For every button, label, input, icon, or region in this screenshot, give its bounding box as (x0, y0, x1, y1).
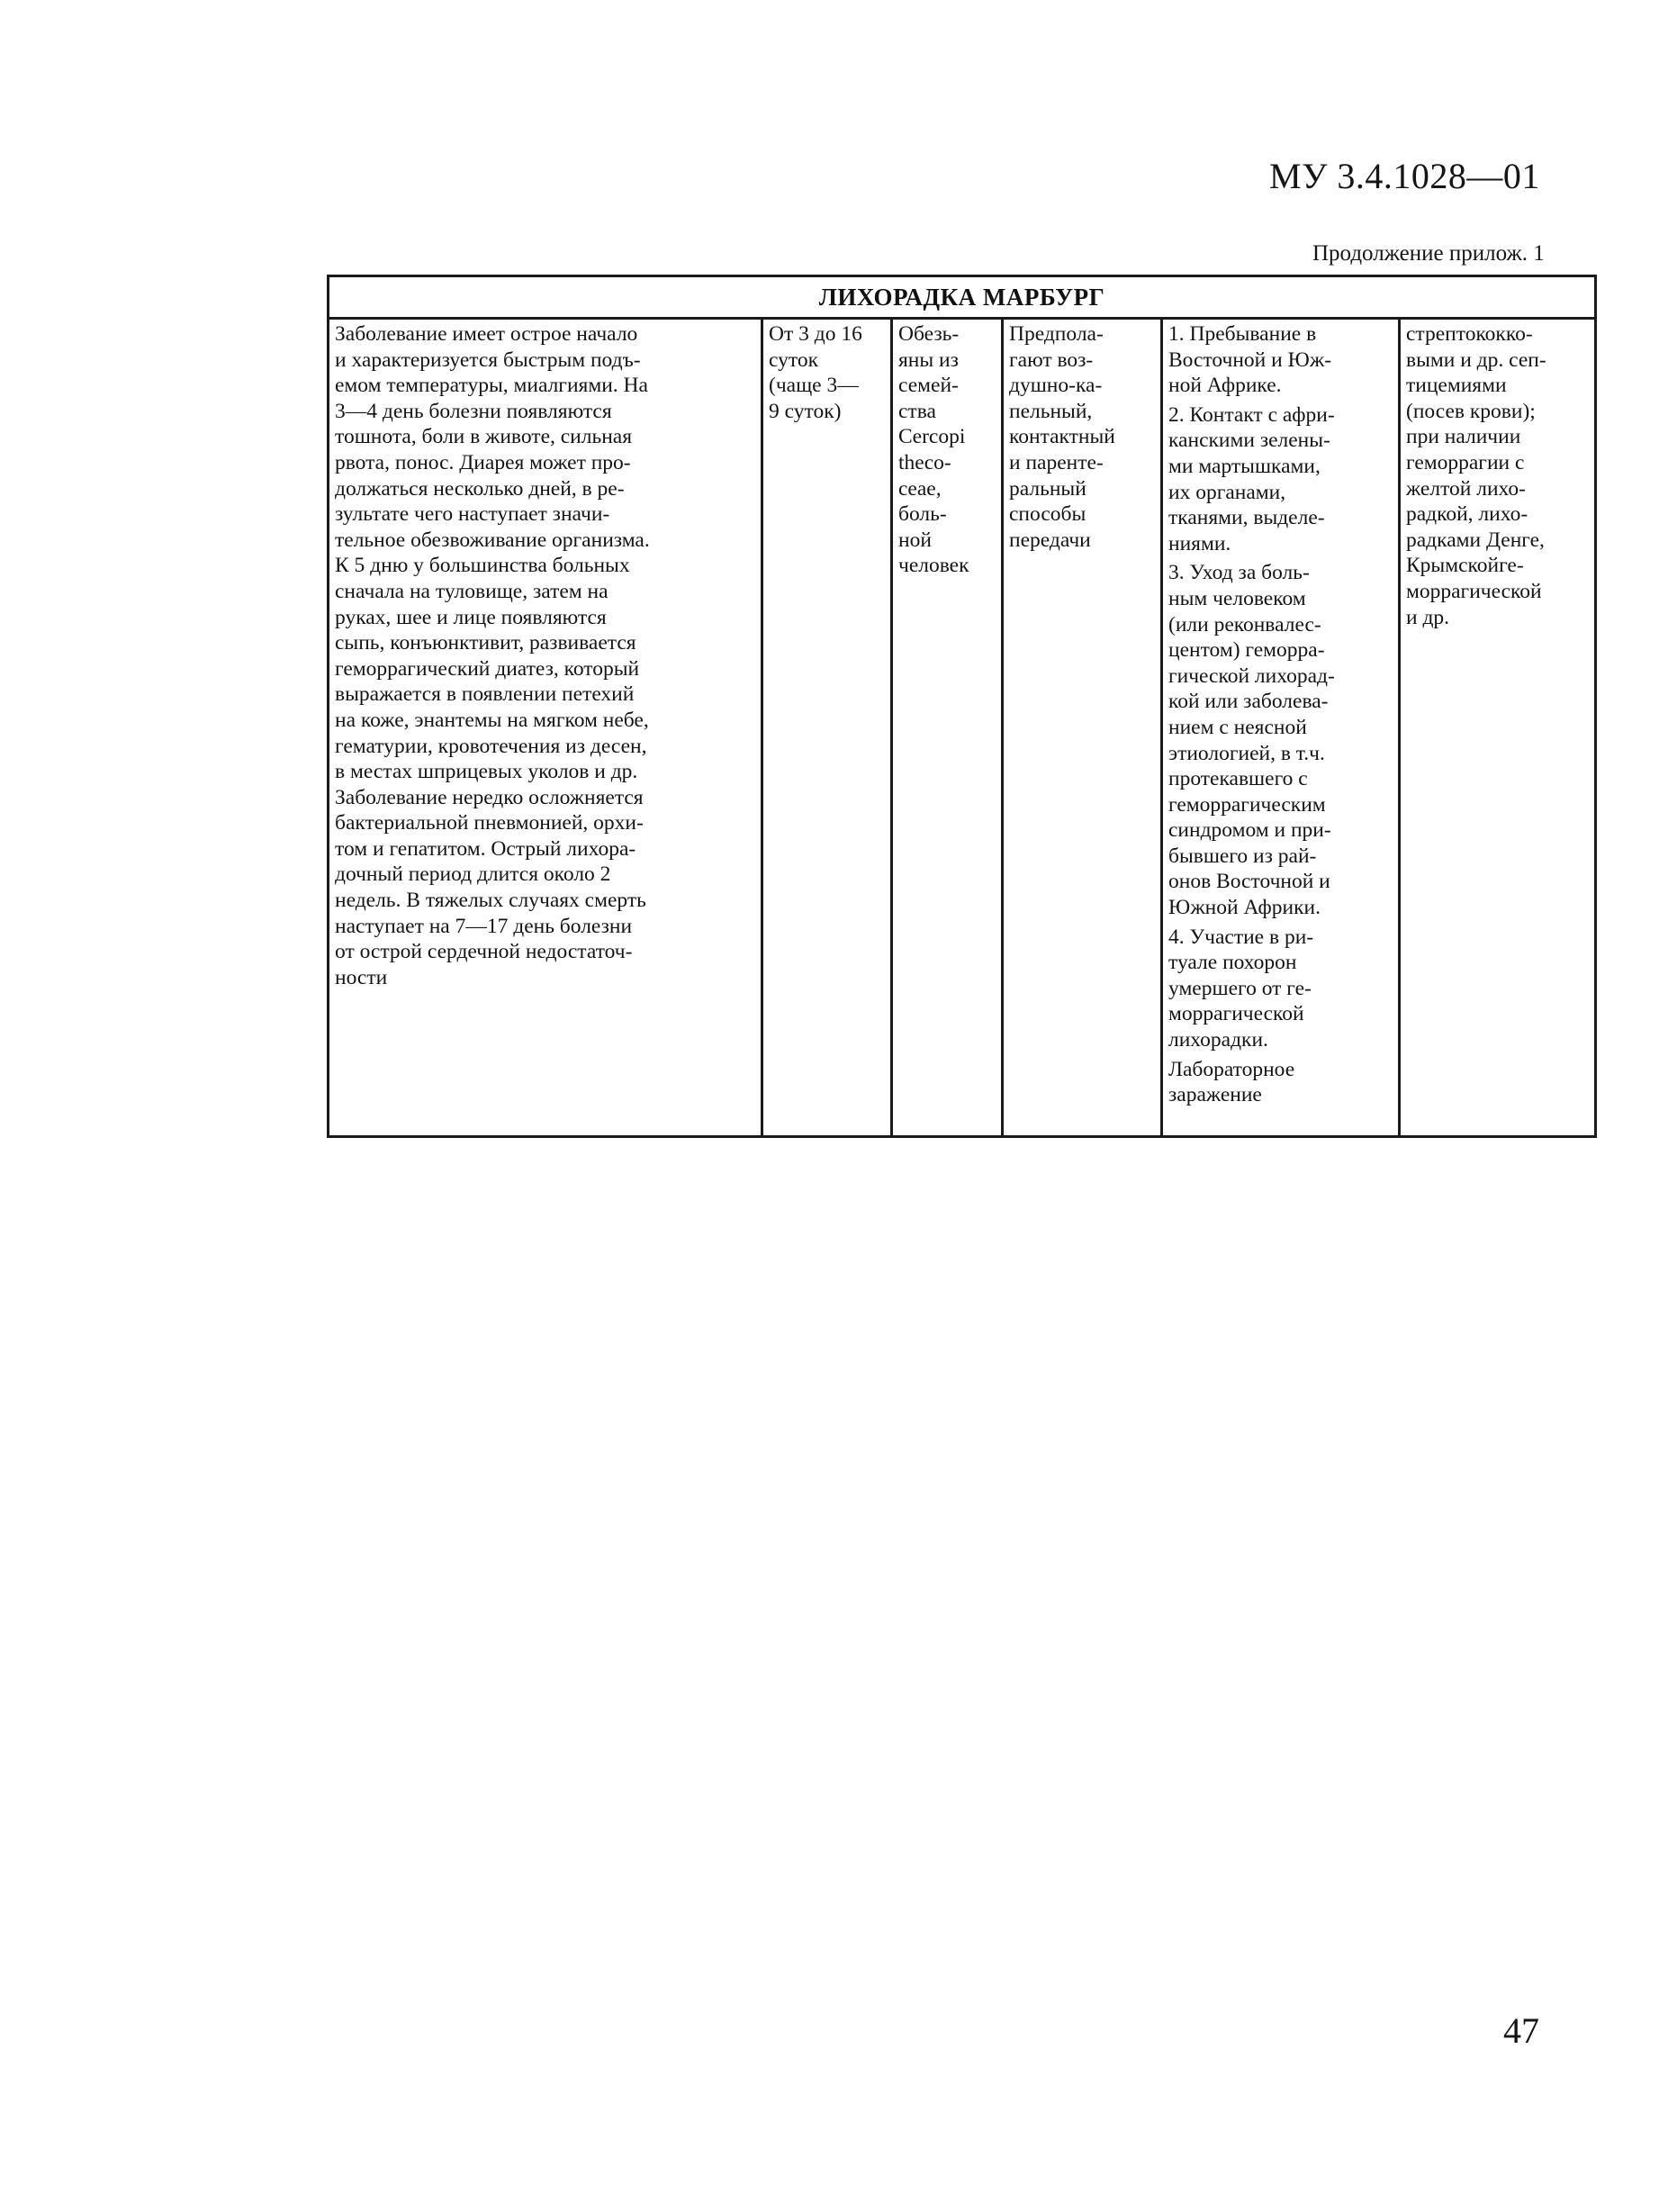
source-line: семей- (898, 374, 959, 398)
clinical-line: Заболевание имеет острое начало (335, 322, 638, 346)
infection-source-cell (890, 320, 1001, 1135)
risk-factor-line: центом) геморра- (1168, 638, 1325, 663)
risk-factor-line: лихорадки. (1168, 1028, 1268, 1052)
incubation-line: суток (769, 348, 818, 372)
clinical-line: ности (335, 965, 388, 989)
clinical-line: гематурии, кровотечения из десен, (335, 734, 647, 758)
risk-factor-line: геморрагическим (1168, 792, 1326, 817)
risk-factor-line: 1. Пребывание в (1168, 322, 1317, 346)
transmission-line: способы (1009, 502, 1086, 527)
clinical-line: и характеризуется быстрым подъ- (335, 348, 641, 372)
risk-factor-line: их органами, (1168, 480, 1286, 504)
risk-factor-line: гической лихорад- (1168, 664, 1335, 688)
clinical-line: руках, шее и лице появляются (335, 605, 607, 629)
risk-factor-line: моррагической (1168, 1002, 1304, 1026)
risk-factor-line: Южной Африки. (1168, 896, 1321, 920)
source-line: боль- (898, 502, 947, 527)
differential-line: радками Денге, (1406, 528, 1545, 552)
clinical-line: рвота, понос. Диарея может про- (335, 450, 631, 474)
risk-factor-line: этиологией, в т.ч. (1168, 741, 1325, 765)
clinical-line: дочный период длится около 2 (335, 862, 611, 887)
differential-line: стрептококко- (1406, 322, 1533, 346)
table-title: ЛИХОРАДКА МАРБУРГ (329, 277, 1594, 320)
risk-factor-line: заражение (1168, 1083, 1262, 1107)
risk-factor-line: ным человеком (1168, 586, 1306, 610)
source-line: theco- (898, 450, 951, 474)
risk-factor-line: Лабораторное (1168, 1057, 1295, 1081)
source-line: Cercopi (898, 425, 966, 449)
clinical-line: тельное обезвоживание организма. (335, 528, 650, 552)
transmission-line: и паренте- (1009, 450, 1104, 474)
clinical-line: К 5 дню у большинства больных (335, 554, 630, 578)
source-line: ceae, (898, 476, 942, 501)
differential-line: Крымскойге- (1406, 554, 1524, 578)
differential-line: и др. (1406, 605, 1450, 629)
risk-factor-line: 4. Участие в ри- (1168, 925, 1314, 949)
document-code: МУ 3.4.1028—01 (1269, 156, 1540, 196)
clinical-line: выражается в появлении петехий (335, 682, 635, 707)
clinical-line: тошнота, боли в животе, сильная (335, 425, 633, 449)
risk-factor-line: 2. Контакт с афри- (1168, 402, 1335, 427)
differential-line: радкой, лихо- (1406, 502, 1528, 527)
incubation-line: (чаще 3— (769, 374, 859, 398)
risk-factor-line: бывшего из рай- (1168, 844, 1317, 868)
incubation-period-cell (761, 320, 890, 1135)
risk-factor-line: онов Восточной и (1168, 870, 1330, 894)
risk-factor-line: ми мартышками, (1168, 454, 1321, 478)
risk-factor-line: 3. Уход за боль- (1168, 561, 1310, 585)
clinical-line: том и гепатитом. Острый лихора- (335, 836, 636, 861)
clinical-line: зультате чего наступает значи- (335, 502, 610, 527)
clinical-line: 3—4 день болезни появляются (335, 399, 612, 423)
differential-line: выми и др. сеп- (1406, 348, 1546, 372)
transmission-line: гают воз- (1009, 348, 1094, 372)
transmission-line: пельный, (1009, 399, 1093, 423)
incubation-line: От 3 до 16 (769, 322, 862, 346)
transmission-line: контактный (1009, 425, 1115, 449)
clinical-line: должаться несколько дней, в ре- (335, 476, 625, 501)
risk-factor-line: ниями. (1168, 531, 1231, 555)
risk-factors-cell (1160, 320, 1398, 1135)
risk-factor-line: канскими зелены- (1168, 429, 1330, 453)
transmission-line: Предпола- (1009, 322, 1104, 346)
differential-line: моррагической (1406, 579, 1542, 603)
risk-factor-line: синдромом и при- (1168, 818, 1331, 843)
differential-diagnosis-cell (1398, 320, 1594, 1135)
source-line: ства (898, 399, 936, 423)
clinical-line: сыпь, конъюнктивит, развивается (335, 631, 636, 655)
transmission-route-cell (1001, 320, 1160, 1135)
clinical-line: наступает на 7—17 день болезни (335, 914, 633, 938)
risk-factor-line: нием с неясной (1168, 715, 1307, 739)
transmission-line: ральный (1009, 476, 1086, 501)
transmission-line: передачи (1009, 528, 1091, 552)
risk-factor-item (1168, 560, 1394, 920)
risk-factor-line: туале похорон (1168, 951, 1297, 975)
clinical-line: Заболевание нередко осложняется (335, 785, 644, 809)
clinical-line: в местах шприцевых уколов и др. (335, 760, 638, 784)
source-line: ной (898, 528, 932, 552)
page-number: 47 (1503, 2010, 1539, 2051)
differential-line: (посев крови); (1406, 399, 1536, 423)
disease-table (327, 275, 1597, 1138)
risk-factor-line: протекавшего с (1168, 767, 1308, 791)
incubation-line: 9 суток) (769, 399, 842, 423)
clinical-line: геморрагический диатез, который (335, 656, 640, 681)
source-line: Обезь- (898, 322, 960, 346)
transmission-line: душно-ка- (1009, 374, 1103, 398)
clinical-line: сначала на туловище, затем на (335, 579, 609, 603)
clinical-line: бактериальной пневмонией, орхи- (335, 811, 644, 835)
clinical-line: недель. В тяжелых случаях смерть (335, 889, 646, 913)
risk-factor-line: кой или заболева- (1168, 690, 1329, 714)
risk-factor-line: (или реконвалес- (1168, 612, 1321, 637)
differential-line: при наличии (1406, 425, 1521, 449)
clinical-description-cell (329, 320, 761, 1135)
differential-line: геморрагии с (1406, 450, 1525, 474)
risk-factor-line: умершего от ге- (1168, 976, 1312, 1000)
source-line: яны из (898, 348, 959, 372)
risk-factor-item (1168, 402, 1394, 557)
differential-line: тицемиями (1406, 374, 1507, 398)
source-line: человек (898, 554, 969, 578)
clinical-line: от острой сердечной недостаточ- (335, 940, 633, 964)
risk-factor-line: ной Африке. (1168, 374, 1282, 398)
risk-factor-item (1168, 925, 1394, 1053)
risk-factor-line: тканями, выделе- (1168, 506, 1325, 530)
clinical-line: емом температуры, миалгиями. На (335, 374, 648, 398)
risk-factor-item (1168, 321, 1394, 399)
differential-line: желтой лихо- (1406, 476, 1526, 501)
clinical-line: на коже, энантемы на мягком небе, (335, 708, 649, 732)
risk-factor-item (1168, 1057, 1394, 1108)
risk-factor-line: Восточной и Юж- (1168, 348, 1332, 372)
continuation-note: Продолжение прилож. 1 (1312, 241, 1545, 266)
